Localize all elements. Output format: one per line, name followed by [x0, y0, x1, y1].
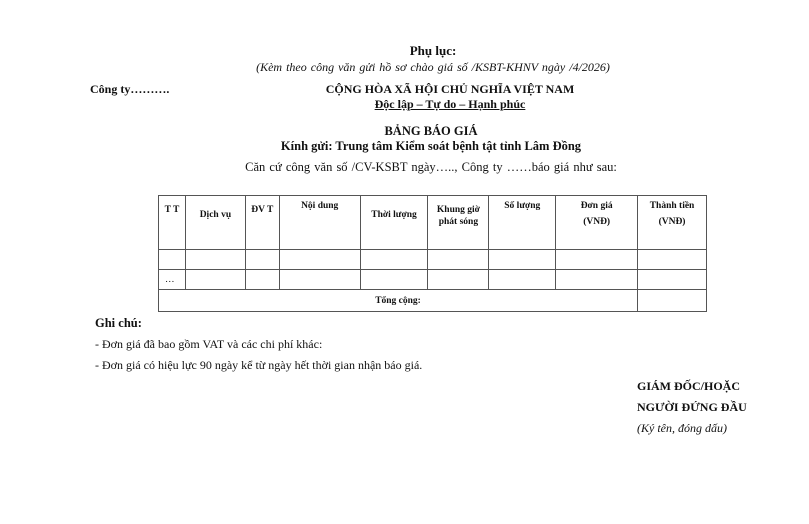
appendix-title: Phụ lục: [409, 43, 457, 58]
quote-table [158, 195, 707, 312]
signature-title-line2: NGƯỜI ĐỨNG ĐẦU [637, 400, 747, 414]
national-name: CỘNG HÒA XÃ HỘI CHỦ NGHĨA VIỆT NAM [325, 82, 575, 96]
table-row [159, 250, 707, 270]
signature-title-line1: GIÁM ĐỐC/HOẶC [637, 379, 740, 393]
header-unit: ĐV T [245, 196, 279, 250]
table-cell[interactable] [360, 250, 428, 270]
table-cell[interactable] [245, 250, 279, 270]
header-duration: Thời lượng [360, 196, 428, 250]
quote-recipient: Kính gửi: Trung tâm Kiểm soát bệnh tật tỉnh Lâm Đồng [280, 139, 582, 153]
header-tt: T T [159, 196, 186, 250]
table-cell[interactable] [360, 270, 428, 290]
table-cell[interactable] [638, 250, 707, 270]
table-cell[interactable] [185, 270, 245, 290]
note-item: - Đơn giá có hiệu lực 90 ngày kể từ ngày hết thời gian nhận báo giá. [95, 358, 423, 372]
total-value-cell[interactable] [638, 290, 707, 312]
table-cell[interactable] [279, 270, 360, 290]
table-cell[interactable] [245, 270, 279, 290]
header-timeslot: Khung giờ phát sóng [428, 196, 489, 250]
table-cell[interactable] [279, 250, 360, 270]
header-service: Dịch vụ [185, 196, 245, 250]
quote-title: BẢNG BÁO GIÁ [384, 124, 478, 138]
table-cell[interactable] [556, 250, 638, 270]
header-unit-price: Đơn giá (VNĐ) [556, 196, 638, 250]
notes-heading: Ghi chú: [95, 316, 142, 330]
table-cell[interactable] [556, 270, 638, 290]
national-motto: Độc lập – Tự do – Hạnh phúc [374, 97, 526, 111]
header-quantity: Số lượng [489, 196, 556, 250]
table-cell[interactable] [159, 250, 186, 270]
table-cell-ellipsis[interactable]: … [159, 270, 186, 290]
header-content: Nội dung [279, 196, 360, 250]
table-cell[interactable] [185, 250, 245, 270]
signature-instruction: (Ký tên, đóng dấu) [637, 421, 727, 435]
table-row [159, 270, 707, 290]
total-label: Tổng cộng: [159, 290, 638, 312]
company-name: Công ty………. [90, 82, 170, 96]
quote-basis: Căn cứ công văn số /CV-KSBT ngày….., Công ty ……báo giá như sau: [245, 160, 617, 174]
table-cell[interactable] [489, 270, 556, 290]
appendix-subtitle: (Kèm theo công văn gửi hồ sơ chào giá số /KSBT-KHNV ngày /4/2026) [256, 60, 610, 74]
table-cell[interactable] [428, 250, 489, 270]
table-cell[interactable] [638, 270, 707, 290]
table-cell[interactable] [428, 270, 489, 290]
header-amount: Thành tiền (VNĐ) [638, 196, 707, 250]
table-header-row [159, 196, 707, 250]
table-total-row [159, 290, 707, 312]
table-cell[interactable] [489, 250, 556, 270]
note-item: - Đơn giá đã bao gồm VAT và các chi phí khác: [95, 337, 323, 351]
